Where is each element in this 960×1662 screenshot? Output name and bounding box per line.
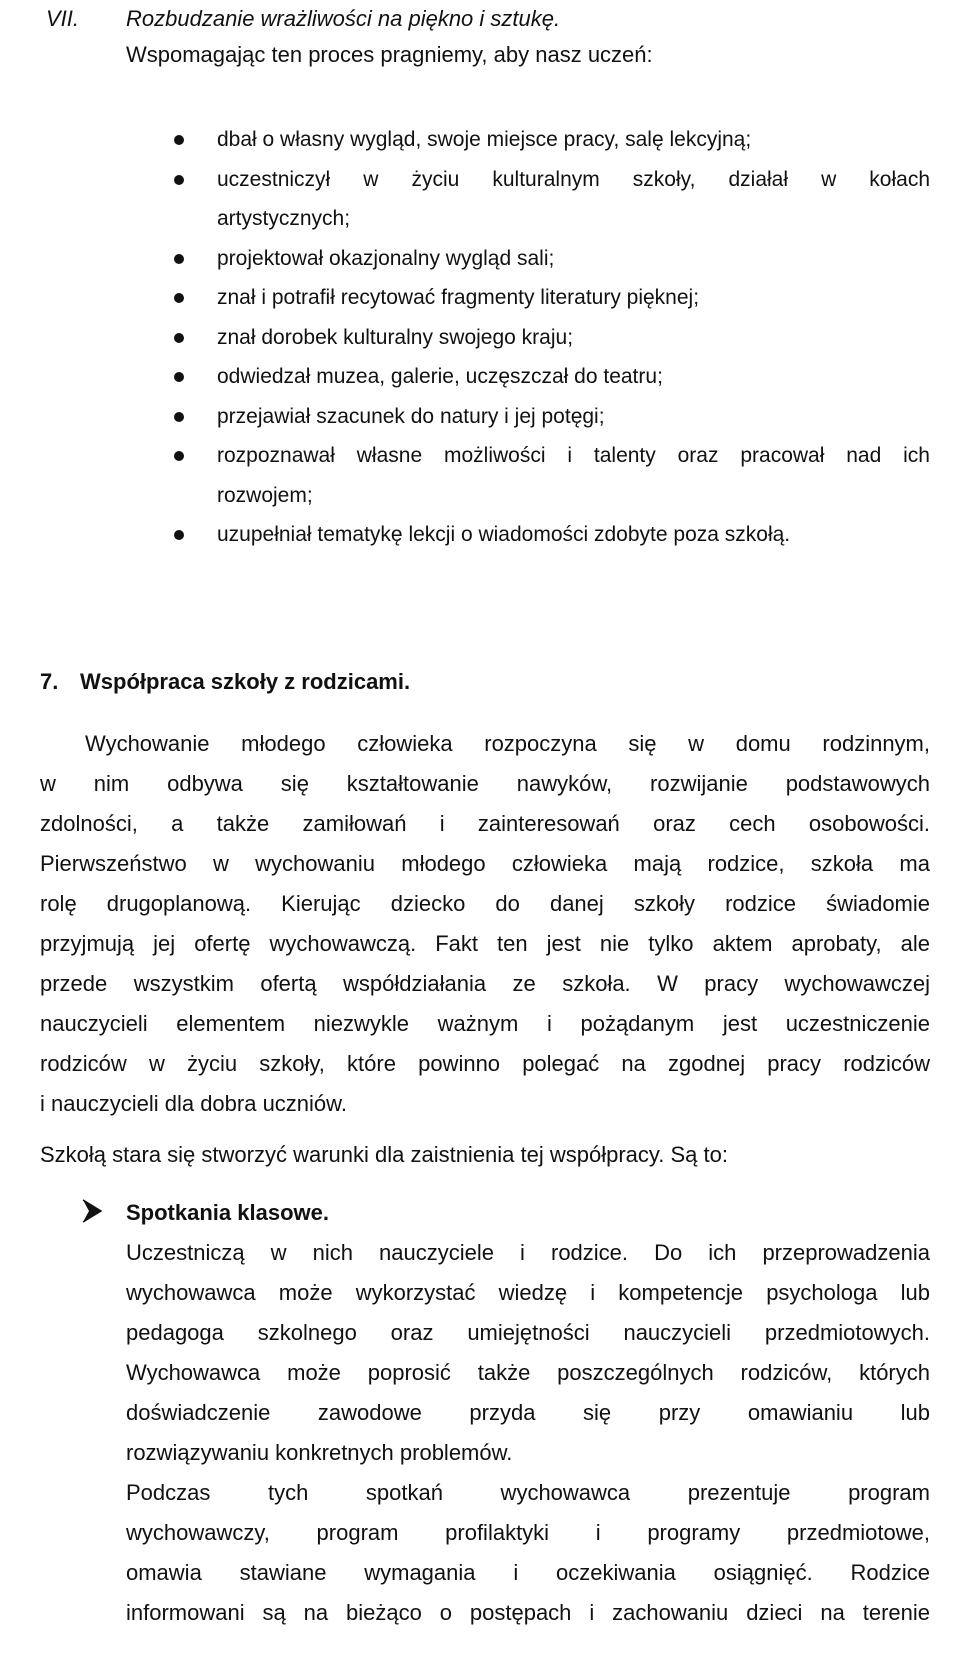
meetings-line: wychowawca może wykorzystać wiedzę i kompetencje psychologa lub — [126, 1280, 930, 1305]
section-7-title: Współpraca szkoły z rodzicami. — [80, 669, 411, 694]
paragraph-line: zdolności, a także zamiłowań i zainteresowań oraz cech osobowości. — [40, 811, 930, 836]
cooperation-paragraph — [40, 724, 930, 1124]
list-item-text: artystycznych; — [217, 207, 351, 230]
paragraph-line: rodziców w życiu szkoły, które powinno polegać na zgodnej pracy rodziców — [40, 1051, 930, 1076]
paragraph-line: Wychowanie młodego człowieka rozpoczyna się w domu rodzinnym, — [85, 731, 930, 756]
list-item-text: znał dorobek kulturalny swojego kraju; — [217, 325, 574, 349]
bullet-dot-icon — [174, 135, 184, 145]
meetings-body — [126, 1233, 930, 1633]
list-item — [0, 397, 960, 437]
bullet-dot-icon — [174, 254, 184, 264]
school-conditions-line: Szkołą stara się stworzyć warunki dla zaistnienia tej współpracy. Są to: — [40, 1142, 728, 1167]
arrow-bullet-icon — [82, 1199, 102, 1223]
section-vii-intro: Wspomagając ten proces pragniemy, aby nasz uczeń: — [126, 42, 653, 67]
meetings-title: Spotkania klasowe. — [126, 1200, 329, 1225]
list-item — [0, 278, 960, 318]
list-item-text: znał i potrafił recytować fragmenty literatury pięknej; — [217, 286, 700, 309]
list-item-text: przejawiał szacunek do natury i jej potęgi; — [217, 404, 605, 428]
paragraph-line: i nauczycieli dla dobra uczniów. — [40, 1091, 347, 1116]
meetings-line: wychowawczy, program profilaktyki i programy przedmiotowe, — [126, 1520, 930, 1545]
list-item — [0, 436, 960, 476]
list-item-text: odwiedzał muzea, galerie, uczęszczał do teatru; — [217, 365, 663, 388]
bullet-list — [0, 120, 960, 555]
bullet-dot-icon — [174, 530, 184, 540]
list-item — [0, 357, 960, 397]
meetings-line: doświadczenie zawodowe przyda się przy omawianiu lub — [126, 1400, 930, 1425]
meetings-line: informowani są na bieżąco o postępach i zachowaniu dzieci na terenie — [126, 1600, 930, 1625]
meetings-line: Podczas tych spotkań wychowawca prezentuje program — [126, 1480, 930, 1505]
bullet-dot-icon — [174, 293, 184, 303]
list-item-text: rozwojem; — [217, 483, 313, 507]
list-item-text: projektował okazjonalny wygląd sali; — [217, 246, 555, 270]
section-vii-heading — [46, 4, 560, 34]
bullet-dot-icon — [174, 333, 184, 343]
section-vii-number: VII. — [46, 6, 80, 31]
list-item-continuation — [0, 199, 960, 239]
meetings-line: omawia stawiane wymagania i oczekiwania osiągnięć. Rodzice — [126, 1560, 930, 1585]
paragraph-line: nauczycieli elementem niezwykle ważnym i pożądanym jest uczestniczenie — [40, 1011, 930, 1036]
list-item-text: dbał o własny wygląd, swoje miejsce pracy, salę lekcyjną; — [217, 128, 752, 151]
paragraph-line: Pierwszeństwo w wychowaniu młodego człowieka mają rodzice, szkoła ma — [40, 851, 930, 876]
section-7-number: 7. — [40, 669, 59, 694]
list-item-text: rozpoznawał własne możliwości i talenty oraz pracował nad ich — [217, 444, 930, 467]
meetings-line: Wychowawca może poprosić także poszczególnych rodziców, których — [126, 1360, 930, 1385]
paragraph-line: przyjmują jej ofertę wychowawczą. Fakt ten jest nie tylko aktem aprobaty, ale — [40, 931, 930, 956]
list-item-text: uczestniczył w życiu kulturalnym szkoły, działał w kołach — [217, 167, 930, 191]
meetings-line: pedagoga szkolnego oraz umiejętności nauczycieli przedmiotowych. — [126, 1320, 930, 1345]
bullet-dot-icon — [174, 372, 184, 382]
bullet-dot-icon — [174, 412, 184, 422]
list-item — [0, 515, 960, 555]
list-item — [0, 318, 960, 358]
list-item — [0, 160, 960, 200]
list-item — [0, 120, 960, 160]
meetings-line: Uczestniczą w nich nauczyciele i rodzice. Do ich przeprowadzenia — [126, 1240, 930, 1265]
section-vii-title: Rozbudzanie wrażliwości na piękno i sztukę. — [126, 6, 561, 31]
bullet-dot-icon — [174, 175, 184, 185]
section-7-heading — [40, 667, 410, 697]
meetings-line: rozwiązywaniu konkretnych problemów. — [126, 1440, 513, 1465]
list-item-text: uzupełniał tematykę lekcji o wiadomości zdobyte poza szkołą. — [217, 523, 791, 546]
bullet-dot-icon — [174, 451, 184, 461]
paragraph-line: przede wszystkim ofertą współdziałania ze szkoła. W pracy wychowawczej — [40, 971, 930, 996]
paragraph-line: rolę drugoplanową. Kierując dziecko do danej szkoły rodzice świadomie — [40, 891, 930, 916]
list-item-continuation — [0, 476, 960, 516]
paragraph-line: w nim odbywa się kształtowanie nawyków, rozwijanie podstawowych — [40, 771, 930, 796]
list-item — [0, 239, 960, 279]
